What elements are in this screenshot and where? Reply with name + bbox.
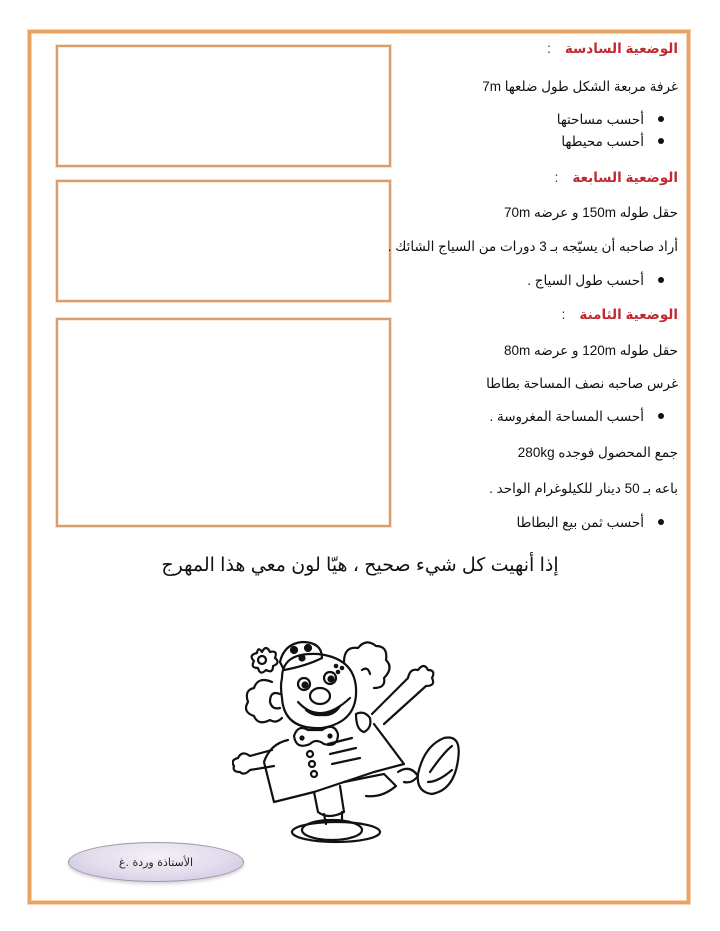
task-text: أحسب محيطها [561,134,644,149]
problem-statement: جمع المحصول فوجده 280kg [517,445,678,460]
section-title-text: الوضعية السادسة [564,41,678,56]
problem-statement: باعه بـ 50 دينار للكيلوغرام الواحد . [489,481,678,496]
title-colon: : [554,170,559,185]
problem-statement: حقل طوله 150m و عرضه 70m [503,205,678,220]
problem-statement: غرس صاحبه نصف المساحة بطاطا [486,376,678,391]
task-item [557,111,678,129]
bullet-icon [658,138,664,144]
bullet-icon [658,277,664,283]
task-text: أحسب ثمن بيع البطاطا [516,515,644,530]
answer-box-7[interactable] [56,180,391,302]
task-item [527,272,678,290]
problem-statement: حقل طوله 120m و عرضه 80m [503,343,678,358]
problem-statement: غرفة مربعة الشكل طول ضلعها 7m [482,79,678,94]
task-text: أحسب طول السياج . [527,273,644,288]
title-colon: : [561,307,566,322]
task-item [489,408,678,426]
section-title-text: الوضعية السابعة [572,170,678,185]
title-colon: : [547,41,551,56]
flower-icon [252,648,278,673]
task-item [517,514,679,532]
bullet-icon [658,519,664,525]
teacher-signature-badge [68,842,244,882]
section-title-8 [562,306,678,324]
task-text: أحسب مساحتها [556,112,644,127]
bullet-icon [658,116,664,122]
closing-instruction: إذا أنهيت كل شيء صحيح ، هيّا لون معي هذا المهرج [161,555,559,576]
answer-box-6[interactable] [56,45,391,167]
bullet-icon [658,413,664,419]
section-title-text: الوضعية الثامنة [579,307,678,322]
answer-box-8[interactable] [56,318,391,527]
teacher-signature-text: الأستاذة وردة .غ [118,855,194,869]
section-title-6 [547,40,678,58]
task-item [561,133,678,151]
clown-illustration [232,622,502,844]
section-title-7 [555,169,678,187]
task-text: أحسب المساحة المغروسة . [489,409,644,424]
problem-statement: أراد صاحبه أن يسيّجه بـ 3 دورات من السياج الشائك . [387,239,678,254]
